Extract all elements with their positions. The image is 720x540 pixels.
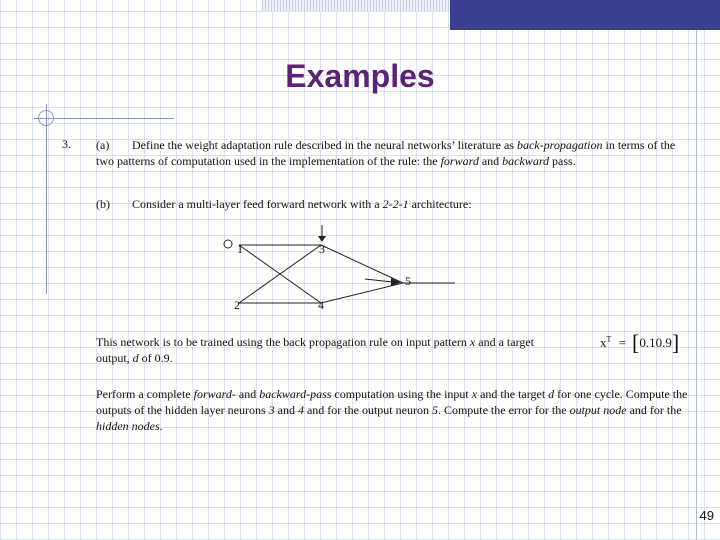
- emphasis: forward: [193, 387, 232, 401]
- text-run: .: [159, 419, 163, 433]
- text-run: . Compute the error for the: [437, 403, 570, 417]
- header-decoration-bar: [450, 0, 720, 30]
- emphasis: backward: [502, 154, 550, 168]
- emphasis: output node: [569, 403, 627, 417]
- perform-text: [96, 386, 696, 434]
- text-run: pass.: [549, 154, 576, 168]
- emphasis: d: [132, 351, 139, 365]
- text-run: architecture:: [408, 197, 472, 211]
- text-run: Define the weight adaptation rule described in the neural networks’ literature as: [132, 138, 517, 152]
- network-diagram: [215, 225, 475, 320]
- part-b-text: [96, 196, 696, 212]
- node-label-5: 5: [405, 274, 411, 288]
- formula-open-bracket: [: [631, 330, 640, 355]
- training-text: [96, 334, 556, 366]
- part-b-label: (b): [96, 197, 110, 211]
- emphasis: x: [471, 387, 478, 401]
- text-run: and the target: [477, 387, 549, 401]
- emphasis: hidden nodes: [96, 419, 160, 433]
- emphasis: 2-2-1: [382, 197, 409, 211]
- text-run: and a target output,: [96, 335, 535, 365]
- part-a-text: [96, 137, 696, 169]
- text-run: and for the output neuron: [303, 403, 432, 417]
- node-label-4: 4: [318, 298, 324, 312]
- emphasis: forward: [440, 154, 479, 168]
- page-number: 49: [699, 508, 714, 523]
- emphasis: backward-pass: [259, 387, 332, 401]
- emphasis: d: [548, 387, 555, 401]
- text-run: and: [478, 154, 503, 168]
- decoration-circle: [38, 110, 54, 126]
- part-a-label: (a): [96, 138, 110, 152]
- emphasis: 3: [268, 403, 275, 417]
- formula-variable: x: [600, 335, 607, 350]
- text-run: of 0.9.: [138, 351, 173, 365]
- formula-close-bracket: ]: [671, 330, 680, 355]
- text-run: for one cycle. Compute the outputs of the hidden layer neurons: [96, 387, 688, 417]
- header-decoration-band: [262, 0, 450, 12]
- node-label-1: 1: [237, 242, 243, 256]
- text-run: and: [274, 403, 298, 417]
- edge-4-5: [321, 283, 403, 303]
- text-run: and for the: [626, 403, 682, 417]
- emphasis: 5: [431, 403, 438, 417]
- decoration-line-vertical: [46, 104, 47, 294]
- emphasis: x: [469, 335, 476, 349]
- node-label-3: 3: [319, 242, 325, 256]
- text-run: computation using the input: [331, 387, 472, 401]
- input-formula: [600, 330, 679, 356]
- text-run: Perform a complete: [96, 387, 194, 401]
- edge-3-5: [321, 245, 403, 283]
- text-run: in terms of the two patterns of computation used in the implementation of the rule: the: [96, 138, 676, 168]
- bias-arrow-shaft: [365, 279, 393, 282]
- text-run: Consider a multi-layer feed forward network with a: [132, 197, 383, 211]
- slide-title: Examples: [285, 58, 435, 94]
- text-run: - and: [231, 387, 260, 401]
- decoration-line-horizontal: [34, 118, 174, 119]
- formula-equals: =: [618, 335, 626, 350]
- node-marker: [224, 240, 232, 248]
- emphasis: 4: [297, 403, 304, 417]
- emphasis: back-propagation: [516, 138, 603, 152]
- decoration-line-right: [696, 30, 697, 540]
- text-run: This network is to be trained using the back propagation rule on input pattern: [96, 335, 470, 349]
- node-label-2: 2: [234, 298, 240, 312]
- item-number: 3.: [62, 137, 71, 151]
- formula-value: 0.10.9: [639, 335, 672, 350]
- formula-superscript: T: [606, 334, 612, 344]
